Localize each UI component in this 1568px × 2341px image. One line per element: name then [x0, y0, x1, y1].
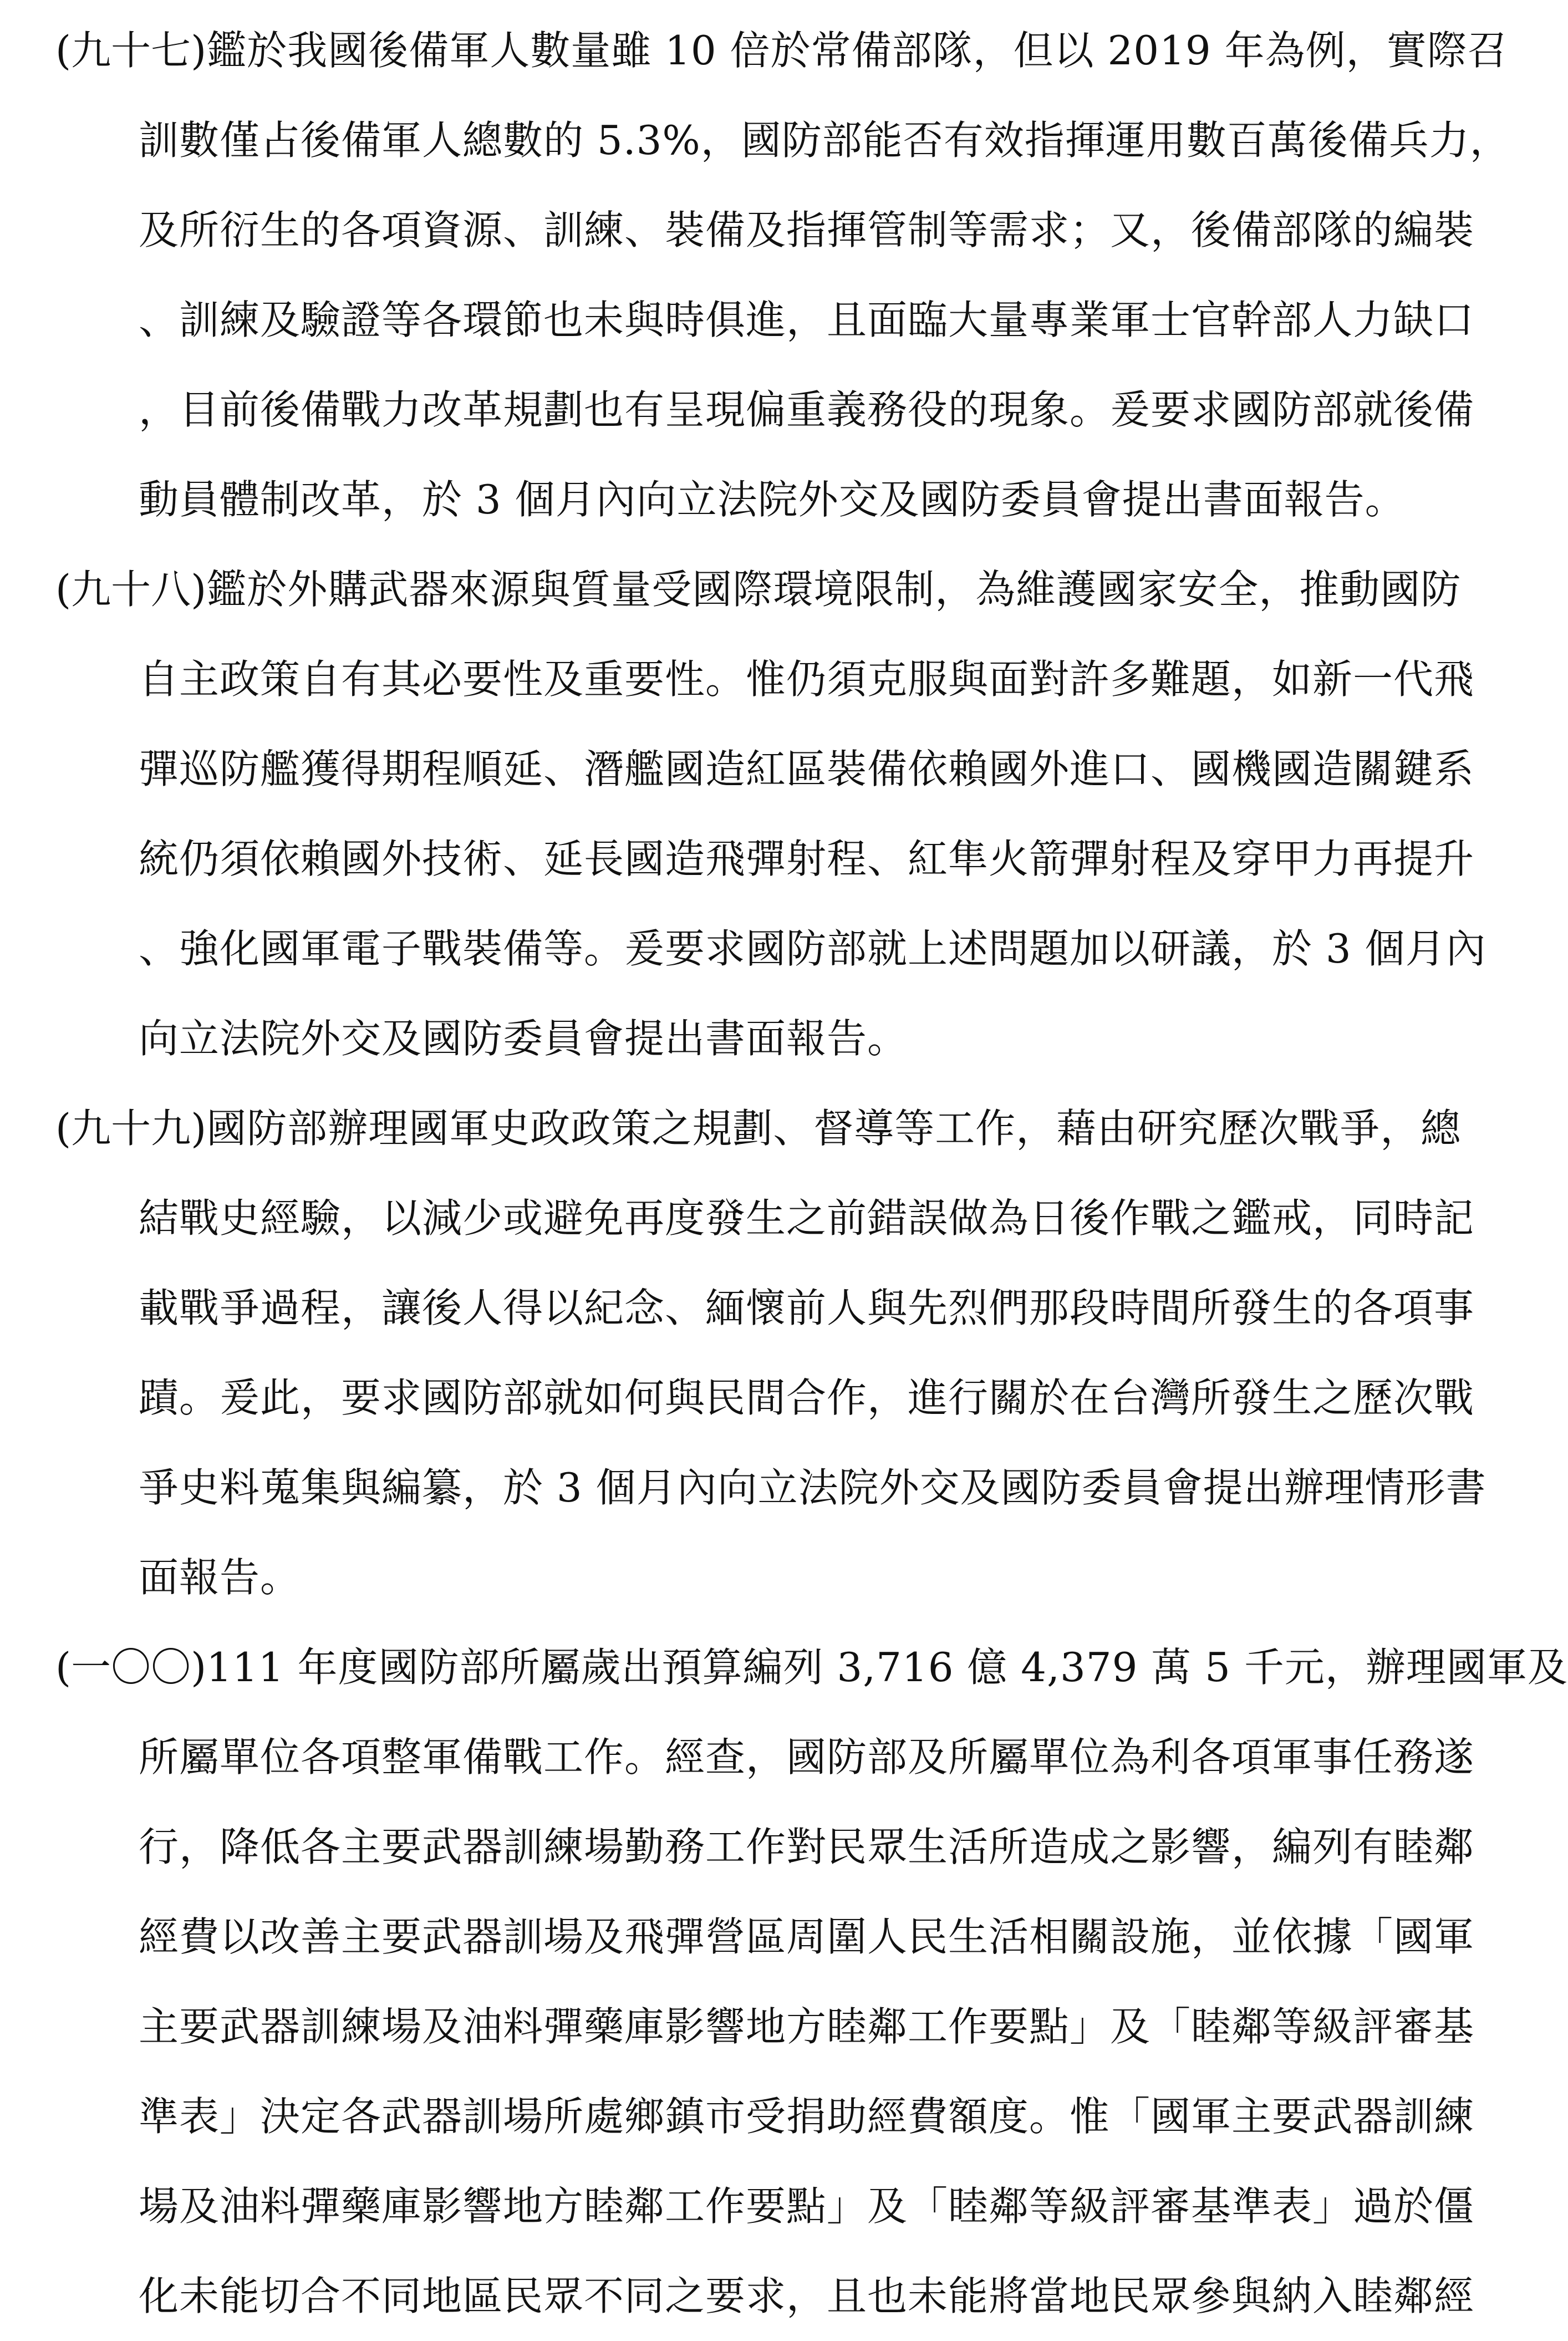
item-line: 準表」決定各武器訓場所處鄉鎮市受捐助經費額度。惟「國軍主要武器訓練	[139, 2093, 1475, 2140]
item-line: 、訓練及驗證等各環節也未與時俱進，且面臨大量專業軍士官幹部人力缺口	[139, 297, 1475, 343]
item-first-text: 國防部辦理國軍史政政策之規劃、督導等工作，藉由研究歷次戰爭，總	[206, 1105, 1462, 1152]
item-first-text: 111 年度國防部所屬歲出預算編列 3,716 億 4,379 萬 5 千元，辦理國軍及	[206, 1644, 1568, 1691]
item-line: 自主政策自有其必要性及重要性。惟仍須克服與面對許多難題，如新一代飛	[139, 656, 1475, 703]
item-line: 結戰史經驗，以減少或避免再度發生之前錯誤做為日後作戰之鑑戒，同時記	[139, 1195, 1475, 1241]
item-first-line	[55, 6, 1508, 95]
item-line: 化未能切合不同地區民眾不同之要求，且也未能將當地民眾參與納入睦鄰經	[139, 2273, 1475, 2319]
resolution-item-100	[55, 1622, 1568, 2341]
item-line: 訓數僅占後備軍人總數的 5.3%，國防部能否有效指揮運用數百萬後備兵力，	[139, 117, 1510, 164]
item-line: 向立法院外交及國防委員會提出書面報告。	[139, 1015, 908, 1062]
item-first-text: 鑑於我國後備軍人數量雖 10 倍於常備部隊，但以 2019 年為例，實際召	[206, 27, 1508, 74]
item-line: 經費以改善主要武器訓場及飛彈營區周圍人民生活相關設施，並依據「國軍	[139, 1913, 1475, 1960]
item-line: 載戰爭過程，讓後人得以紀念、緬懷前人與先烈們那段時間所發生的各項事	[139, 1285, 1475, 1331]
item-line: 彈巡防艦獲得期程順延、潛艦國造紅區裝備依賴國外進口、國機國造關鍵系	[139, 746, 1475, 792]
resolution-item-97	[55, 6, 1510, 544]
item-first-text: 鑑於外購武器來源與質量受國際環境限制，為維護國家安全，推動國防	[206, 566, 1462, 613]
item-line: 所屬單位各項整軍備戰工作。經查，國防部及所屬單位為利各項軍事任務遂	[139, 1734, 1475, 1780]
item-number: (九十八)	[55, 566, 207, 613]
item-line: 行，降低各主要武器訓練場勤務工作對民眾生活所造成之影響，編列有睦鄰	[139, 1824, 1475, 1870]
item-line: 、強化國軍電子戰裝備等。爰要求國防部就上述問題加以研議，於 3 個月內	[139, 925, 1486, 972]
item-line: 場及油料彈藥庫影響地方睦鄰工作要點」及「睦鄰等級評審基準表」過於僵	[139, 2183, 1475, 2230]
item-line: 面報告。	[139, 1554, 301, 1601]
item-number: (一〇〇)	[55, 1644, 207, 1691]
item-line: 蹟。爰此，要求國防部就如何與民間合作，進行關於在台灣所發生之歷次戰	[139, 1375, 1475, 1421]
item-line: 統仍須依賴國外技術、延長國造飛彈射程、紅隼火箭彈射程及穿甲力再提升	[139, 836, 1475, 882]
resolution-item-98	[55, 544, 1486, 1083]
item-first-line	[55, 1083, 1462, 1173]
item-line: ，目前後備戰力改革規劃也有呈現偏重義務役的現象。爰要求國防部就後備	[139, 386, 1475, 433]
item-number: (九十九)	[55, 1105, 207, 1152]
item-line: 及所衍生的各項資源、訓練、裝備及指揮管制等需求；又，後備部隊的編裝	[139, 207, 1475, 253]
item-number: (九十七)	[55, 27, 207, 74]
item-first-line	[55, 1622, 1568, 1712]
resolution-list	[55, 6, 1568, 2341]
item-first-line	[55, 544, 1462, 634]
item-line: 爭史料蒐集與編纂，於 3 個月內向立法院外交及國防委員會提出辦理情形書	[139, 1464, 1486, 1511]
item-line: 動員體制改革，於 3 個月內向立法院外交及國防委員會提出書面報告。	[139, 476, 1406, 523]
resolution-item-99	[55, 1083, 1486, 1622]
item-line: 主要武器訓練場及油料彈藥庫影響地方睦鄰工作要點」及「睦鄰等級評審基	[139, 2003, 1475, 2050]
